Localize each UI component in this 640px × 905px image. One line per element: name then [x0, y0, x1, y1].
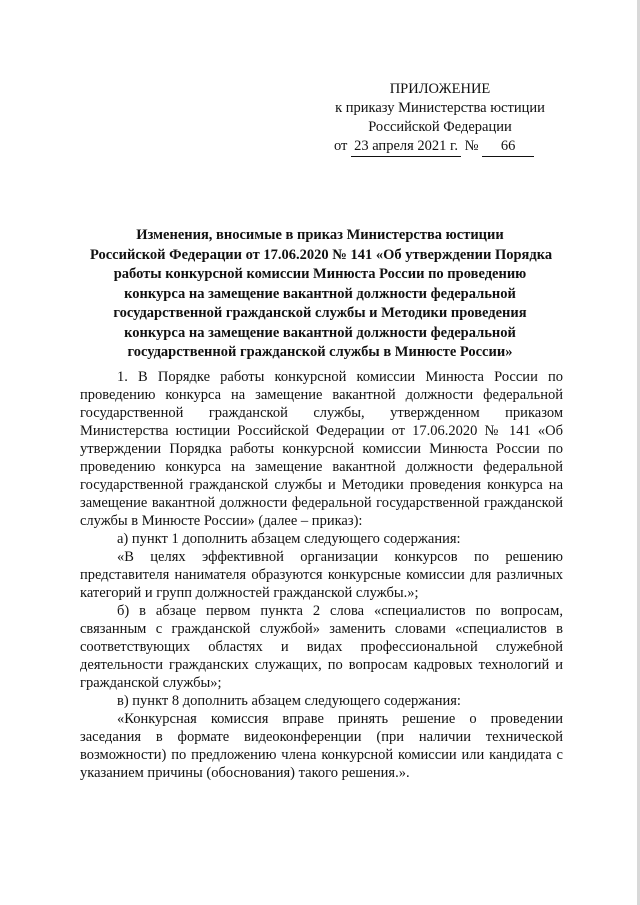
order-date: 23 апреля 2021 г. [351, 137, 461, 157]
title-line: конкурса на замещение вакантной должности федеральной [124, 324, 516, 341]
appendix-order-line: к приказу Министерства юстиции [335, 100, 545, 116]
from-label: от [334, 138, 348, 154]
paragraph-quote-a: «В целях эффективной организации конкурсов по решению представителя нанимателя образуются конкурсные комиссии для различных категорий и групп должностей гражданской службы.»; [80, 549, 563, 601]
title-line: Изменения, вносимые в приказ Министерства юстиции [136, 227, 504, 243]
document-body [80, 368, 563, 782]
title-line: работы конкурсной комиссии Минюста России по проведению [113, 266, 527, 282]
paragraph-quote-c: «Конкурсная комиссия вправе принять решение о проведении заседания в формате видеоконференции (при наличии технической возможности) по предложению члена конкурсной комиссии или кандидата с указанием причины (обоснования) такого решения.». [80, 711, 563, 781]
document-title [90, 226, 553, 363]
paragraph-item-a: а) пункт 1 дополнить абзацем следующего содержания: [117, 531, 461, 547]
appendix-country-line: Российской Федерации [368, 119, 512, 135]
appendix-date-line [320, 137, 574, 157]
title-line: государственной гражданской службы и Методики проведения [113, 305, 527, 321]
paragraph-item-c: в) пункт 8 дополнить абзацем следующего содержания: [117, 693, 461, 709]
paragraph-1: 1. В Порядке работы конкурсной комиссии Минюста России по проведению конкурса на замещение вакантной должности федеральной государственной гражданской службы, утвержденном приказом Министерства юстиции Российской Федерации от 17.06.2020 № 141 «Об утверждении Порядка работы конкурсной комиссии Минюста России по проведению конкурса на замещение вакантной должности федеральной государственной гражданской службы и Методики проведения конкурса на замещение вакантной должности федеральной государственной гражданской службы в Минюсте России» (далее – приказ): [80, 369, 563, 529]
paragraph-item-b: б) в абзаце первом пункта 2 слова «специалистов по вопросам, связанным с гражданской службой» заменить словами «специалистов в соответствующих областях и видах профессиональной служебной деятельности гражданских служащих, по вопросам кадровых технологий и гражданской службы»; [80, 603, 563, 691]
number-label: № [464, 138, 479, 154]
appendix-heading: ПРИЛОЖЕНИЕ [389, 81, 491, 97]
title-line: государственной гражданской службы в Минюсте России» [127, 344, 513, 360]
title-line: конкурса на замещение вакантной должности федеральной [124, 285, 516, 302]
order-number: 66 [482, 137, 534, 157]
title-line: Российской Федерации от 17.06.2020 № 141 «Об утверждении Порядка [90, 246, 553, 263]
